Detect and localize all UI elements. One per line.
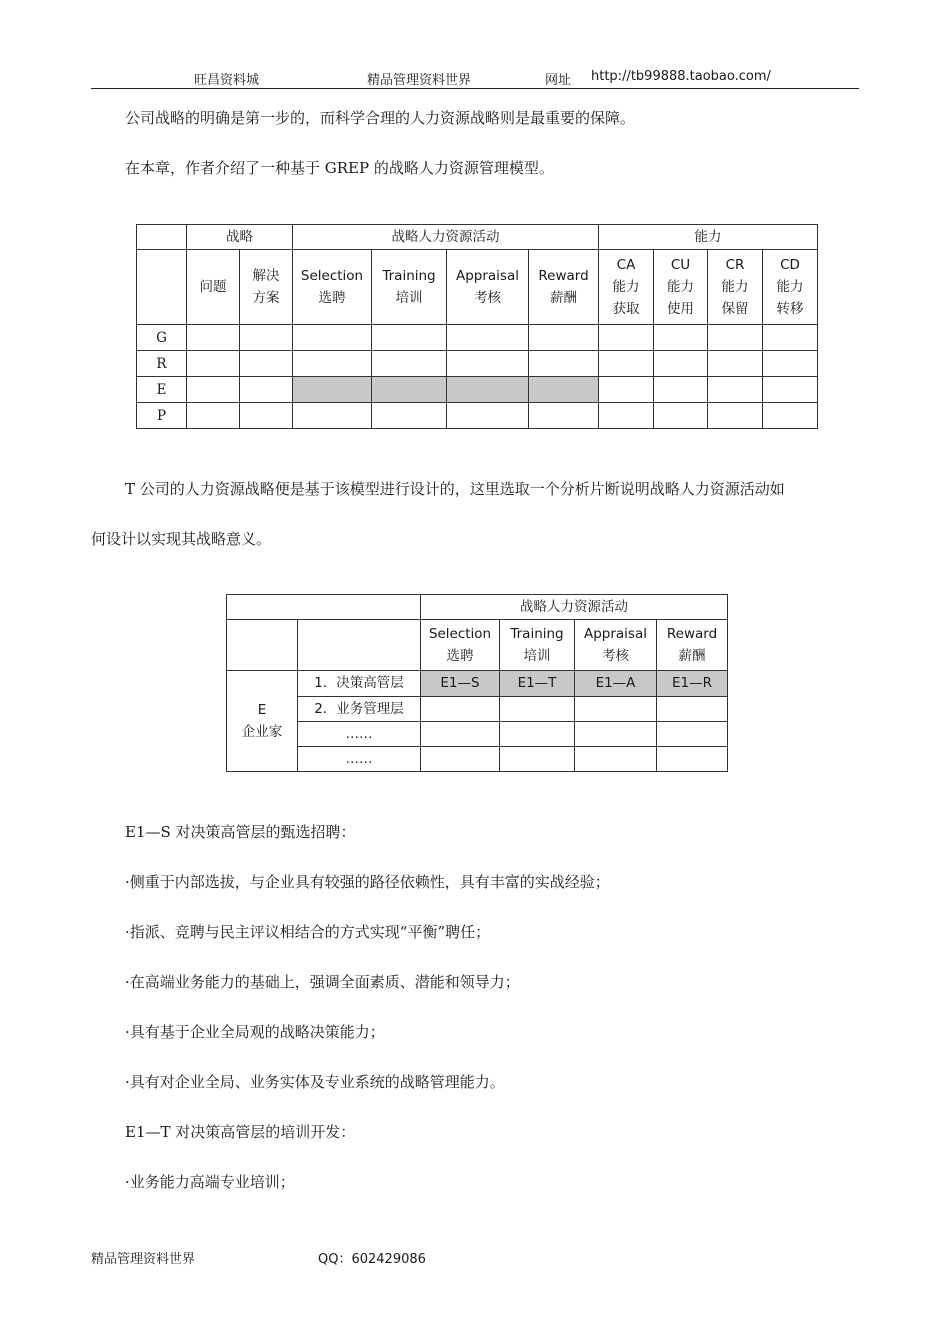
bullet-balanced-appointment: ·指派、竞聘与民主评议相结合的方式实现“平衡”聘任； (125, 923, 491, 941)
row-label-ellipsis: …… (298, 721, 421, 746)
col-header-appraisal: Appraisal 考核 (447, 250, 529, 325)
group-header-activities: 战略人力资源活动 (293, 225, 599, 250)
shaded-cell (372, 377, 447, 403)
group-header-ability: 能力 (599, 225, 818, 250)
col-header-solution: 解决 方案 (240, 250, 293, 325)
table-row (227, 696, 728, 721)
corner-cell (137, 225, 187, 250)
grep-model-table (136, 224, 818, 429)
bullet-strategic-decision: ·具有基于企业全局观的战略决策能力； (125, 1023, 385, 1041)
corner-cell (227, 595, 421, 620)
shaded-cell (293, 377, 372, 403)
table-row (227, 721, 728, 746)
col-header-cd: CD 能力 转移 (763, 250, 818, 325)
col-header-selection: Selection 选聘 (421, 620, 500, 671)
col-header-selection: Selection 选聘 (293, 250, 372, 325)
cell-e1-a: E1—A (575, 671, 657, 696)
cell-e1-t: E1—T (500, 671, 575, 696)
table-row (227, 671, 728, 696)
paragraph-t-company-line1: T 公司的人力资源战略便是基于该模型进行设计的，这里选取一个分析片断说明战略人力资源活动如 (125, 480, 785, 498)
group-header-activities: 战略人力资源活动 (421, 595, 728, 620)
paragraph-t-company-line2: 何设计以实现其战略意义。 (91, 530, 272, 548)
col-header-cr: CR 能力 保留 (708, 250, 763, 325)
col-header-reward: Reward 薪酬 (529, 250, 599, 325)
row-label-e: E (137, 377, 187, 403)
table-row (227, 746, 728, 771)
group-header-strategy: 战略 (187, 225, 293, 250)
row-label-r: R (137, 351, 187, 377)
col-header-training: Training 培训 (372, 250, 447, 325)
e1-activity-table (226, 594, 728, 772)
paragraph-strategy-intro: 公司战略的明确是第一步的，而科学合理的人力资源战略则是最重要的保障。 (125, 109, 636, 127)
heading-e1-s: E1—S 对决策高管层的甄选招聘： (125, 823, 356, 841)
shaded-cell (529, 377, 599, 403)
shaded-cell (447, 377, 529, 403)
col-header-cu: CU 能力 使用 (654, 250, 708, 325)
col-header-training: Training 培训 (500, 620, 575, 671)
cell-e1-s: E1—S (421, 671, 500, 696)
cell-e1-r: E1—R (657, 671, 728, 696)
footer-qq: QQ：602429086 (318, 1252, 426, 1267)
row-label-blank (137, 250, 187, 325)
header-url-link[interactable]: http://tb99888.taobao.com/ (591, 69, 771, 84)
row-label-business: 2．业务管理层 (298, 696, 421, 721)
row-label-g: G (137, 325, 187, 351)
row-label-ellipsis: …… (298, 746, 421, 771)
header-url-label: 网址 (545, 73, 572, 88)
col-header-reward: Reward 薪酬 (657, 620, 728, 671)
table-row (137, 377, 818, 403)
col-header-ca: CA 能力 获取 (599, 250, 654, 325)
col-header-appraisal: Appraisal 考核 (575, 620, 657, 671)
blank-header (298, 620, 421, 671)
table-row (137, 325, 818, 351)
row-group-entrepreneur: E 企业家 (227, 671, 298, 772)
paragraph-grep-model: 在本章，作者介绍了一种基于 GREP 的战略人力资源管理模型。 (125, 159, 554, 177)
bullet-strategic-management: ·具有对企业全局、业务实体及专业系统的战略管理能力。 (125, 1073, 505, 1091)
header-center-title: 精品管理资料世界 (367, 73, 472, 88)
heading-e1-t: E1—T 对决策高管层的培训开发： (125, 1123, 356, 1141)
row-label-decision: 1．决策高管层 (298, 671, 421, 696)
table-row (137, 403, 818, 429)
table-row (137, 351, 818, 377)
header-site-name: 旺昌资料城 (194, 73, 260, 88)
bullet-internal-selection: ·侧重于内部选拔，与企业具有较强的路径依赖性，具有丰富的实战经验； (125, 873, 610, 891)
header-divider (91, 88, 859, 89)
bullet-overall-quality: ·在高端业务能力的基础上，强调全面素质、潜能和领导力； (125, 973, 520, 991)
bullet-high-end-training: ·业务能力高端专业培训； (125, 1173, 295, 1191)
blank-header (227, 620, 298, 671)
footer-title: 精品管理资料世界 (91, 1252, 196, 1267)
col-header-problem: 问题 (187, 250, 240, 325)
row-label-p: P (137, 403, 187, 429)
